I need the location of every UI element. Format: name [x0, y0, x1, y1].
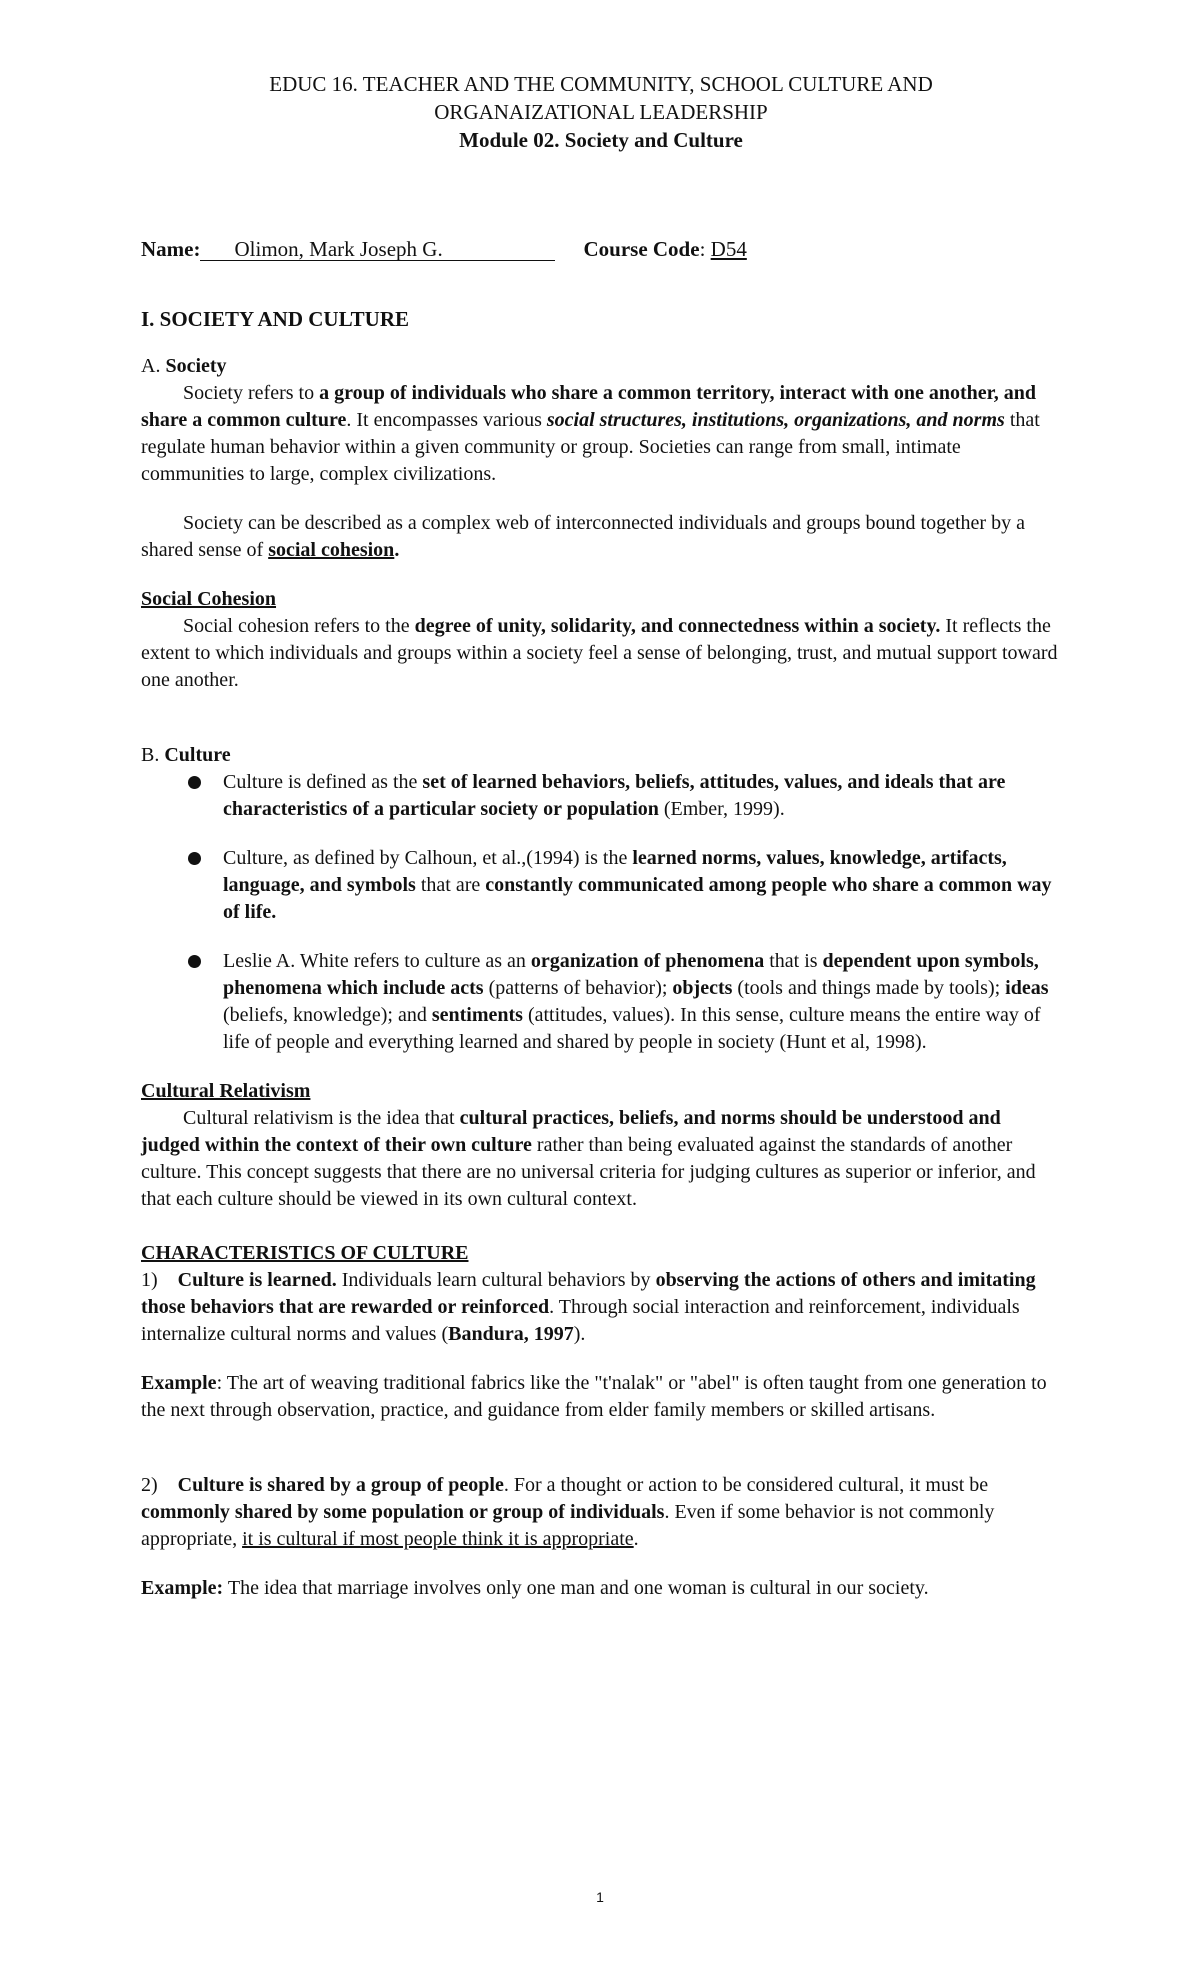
bullet-icon: [188, 955, 201, 968]
example-label: Example: [141, 1372, 217, 1394]
bold-text: Bandura, 1997: [448, 1323, 574, 1345]
cultural-relativism-heading: Cultural Relativism: [141, 1080, 311, 1102]
course-title-line2: ORGANAIZATIONAL LEADERSHIP: [434, 100, 768, 124]
module-title: Module 02. Society and Culture: [459, 128, 743, 152]
social-cohesion-heading: Social Cohesion: [141, 588, 277, 610]
bold-underlined-text: social cohesion: [268, 539, 395, 561]
culture-section: [141, 742, 1061, 1056]
bold-text: a group of individuals who share a common territory, interact with one another, and share a common culture: [141, 382, 1036, 431]
text: that are: [420, 874, 486, 896]
bold-italic-text: social structures, institutions, organizations, and norms: [546, 409, 1005, 431]
course-code-value: D54: [710, 237, 747, 261]
characteristics-section: [141, 1240, 1061, 1602]
text: (Ember, 1999).: [658, 798, 785, 820]
bold-text: learned norms, values, knowledge, artifacts, language, and symbols: [223, 847, 1007, 896]
text: Culture is defined as the: [223, 771, 423, 793]
bold-text: set of learned behaviors, beliefs, attitudes, values, and ideals that are characteristics of a particular society or population: [223, 771, 1006, 820]
text: Society refers to: [183, 382, 320, 404]
example-label: Example:: [141, 1577, 224, 1599]
text: that regulate human behavior within a given community or group. Societies can range from small, intimate communities to large, complex civilizations.: [141, 409, 1040, 485]
culture-bullet-2: [141, 845, 1061, 926]
student-info-row: Name: Olimon, Mark Joseph G. Course Code: D54: [141, 237, 747, 261]
course-code-label: Course Code: [583, 237, 700, 261]
characteristic-2: [141, 1472, 1061, 1553]
text: (patterns of behavior);: [483, 977, 673, 999]
item-number: 1): [141, 1269, 158, 1291]
text: . Through social interaction and reinforcement, individuals internalize cultural norms and values (: [141, 1296, 1020, 1345]
text: Individuals learn cultural behaviors by: [336, 1269, 656, 1291]
text: Society can be described as a complex web of interconnected individuals and groups bound together by a shared sense of: [141, 512, 1025, 561]
bold-text: Culture is shared by a group of people: [177, 1474, 504, 1496]
text: : The art of weaving traditional fabrics like the "t'nalak" or "abel" is often taught from one generation to the next through observation, practice, and guidance from elder family members or skilled artisans.: [141, 1372, 1047, 1421]
characteristics-heading: CHARACTERISTICS OF CULTURE: [141, 1242, 469, 1264]
society-paragraph-1: [141, 380, 1061, 488]
underlined-text: it is cultural if most people think it is appropriate: [242, 1528, 634, 1550]
society-paragraph-2: [141, 510, 1061, 564]
culture-prefix: B.: [141, 744, 165, 766]
society-section: [141, 353, 1061, 564]
text: that is: [764, 950, 823, 972]
social-cohesion-section: [141, 586, 1061, 694]
bold-text: sentiments: [431, 1004, 523, 1026]
bold-text: constantly communicated among people who share a common way of life.: [223, 874, 1052, 923]
bold-text: dependent upon symbols, phenomena which include acts: [223, 950, 1039, 999]
characteristic-1-example: [141, 1370, 1061, 1424]
name-label: Name:: [141, 237, 201, 261]
text: (beliefs, knowledge); and: [223, 1004, 432, 1026]
text: .: [633, 1528, 639, 1550]
culture-heading: [141, 742, 1061, 769]
culture-title: Culture: [164, 744, 231, 766]
text: It reflects the extent to which individuals and groups within a society feel a sense of belonging, trust, and mutual support toward one another.: [141, 615, 1058, 691]
cultural-relativism-paragraph: [141, 1105, 1061, 1213]
bold-text: observing the actions of others and imitating those behaviors that are rewarded or reinforced: [141, 1269, 1036, 1318]
text: Social cohesion refers to the: [183, 615, 415, 637]
bold-text: commonly shared by some population or group of individuals: [141, 1501, 665, 1523]
text: (tools and things made by tools);: [732, 977, 1006, 999]
society-heading: [141, 353, 1061, 380]
cultural-relativism-section: [141, 1078, 1061, 1213]
document-header: [141, 70, 1061, 154]
page-number: 1: [596, 1889, 604, 1905]
social-cohesion-paragraph: [141, 613, 1061, 694]
characteristic-1: [141, 1267, 1061, 1348]
item-number: 2): [141, 1474, 158, 1496]
characteristic-2-example: [141, 1575, 1061, 1602]
text: ).: [573, 1323, 586, 1345]
text: .: [394, 539, 400, 561]
text: (attitudes, values). In this sense, culture means the entire way of life of people and everything learned and shared by people in society (Hunt et al, 1998).: [223, 1004, 1041, 1053]
course-title-line1: EDUC 16. TEACHER AND THE COMMUNITY, SCHOOL CULTURE AND: [269, 72, 933, 96]
bold-text: cultural practices, beliefs, and norms should be understood and judged within the context of their own culture: [141, 1107, 1001, 1156]
bullet-icon: [188, 776, 201, 789]
text: Leslie A. White refers to culture as an: [223, 950, 531, 972]
text: . Even if some behavior is not commonly appropriate,: [141, 1501, 995, 1550]
culture-bullet-3: [141, 948, 1061, 1056]
bold-text: ideas: [1005, 977, 1049, 999]
bold-text: degree of unity, solidarity, and connectedness within a society.: [414, 615, 941, 637]
society-prefix: A.: [141, 355, 166, 377]
text: Cultural relativism is the idea that: [183, 1107, 460, 1129]
society-title: Society: [165, 355, 227, 377]
text: Culture, as defined by Calhoun, et al.,(1994) is the: [223, 847, 633, 869]
text: The idea that marriage involves only one man and one woman is cultural in our society.: [223, 1577, 929, 1599]
bold-text: Culture is learned.: [177, 1269, 337, 1291]
bold-text: organization of phenomena: [530, 950, 765, 972]
text: . For a thought or action to be considered cultural, it must be: [503, 1474, 989, 1496]
text: rather than being evaluated against the standards of another culture. This concept suggests that there are no universal criteria for judging cultures as superior or inferior, and that each culture should be viewed in its own cultural context.: [141, 1134, 1036, 1210]
bold-text: objects: [672, 977, 733, 999]
document-content: [141, 70, 1061, 1602]
bullet-icon: [188, 852, 201, 865]
name-value: Olimon, Mark Joseph G.: [200, 238, 555, 261]
culture-bullet-1: [141, 769, 1061, 823]
text: . It encompasses various: [346, 409, 547, 431]
section-title: I. SOCIETY AND CULTURE: [141, 307, 410, 331]
